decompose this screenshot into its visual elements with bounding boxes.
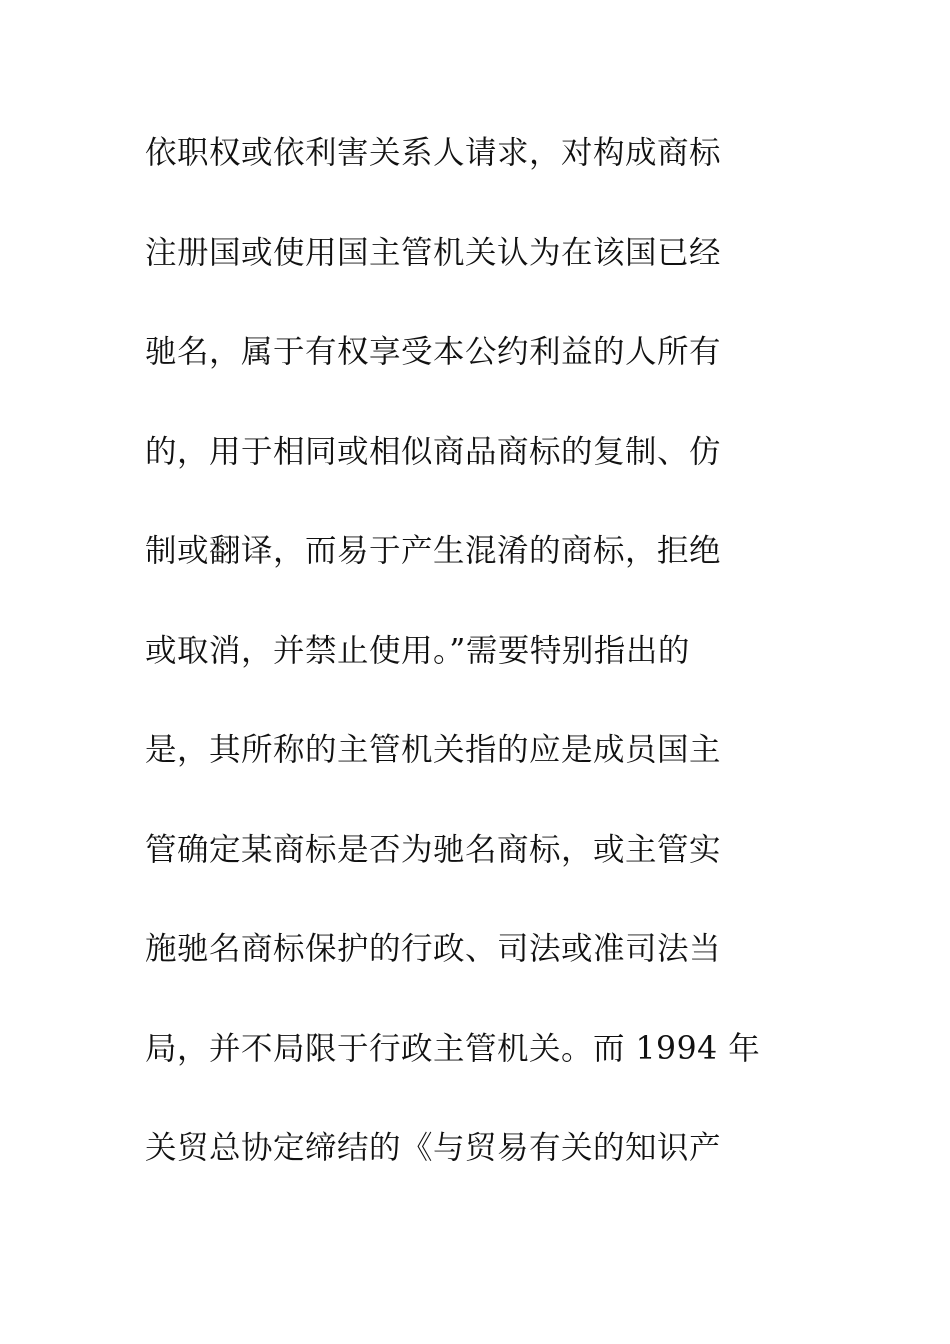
text-line-2: 注册国或使用国主管机关认为在该国已经 [145, 234, 722, 271]
text-line-9: 施驰名商标保护的行政、司法或准司法当 [145, 931, 722, 967]
text-line-3: 驰名，属于有权享受本公约利益的人所有 [145, 334, 722, 370]
text-line-4: 的，用于相同或相似商品商标的复制、仿 [145, 433, 722, 470]
text-line-7: 是，其所称的主管机关指的应是成员国主 [145, 732, 722, 768]
text-line-5: 制或翻译，而易于产生混淆的商标，拒绝 [145, 533, 722, 569]
text-line-10: 局，并不局限于行政主管机关。而 1994 年 [145, 1030, 761, 1067]
text-line-8: 管确定某商标是否为驰名商标，或主管实 [145, 831, 722, 868]
text-line-11: 关贸总协定缔结的《与贸易有关的知识产 [145, 1130, 722, 1166]
text-line-1: 依职权或依利害关系人请求，对构成商标 [145, 135, 722, 171]
body-text [145, 127, 825, 1222]
text-line-6: 或取消，并禁止使用。”需要特别指出的 [145, 632, 690, 669]
